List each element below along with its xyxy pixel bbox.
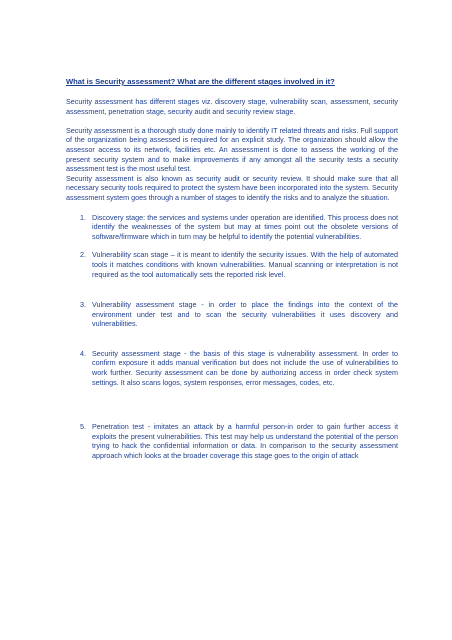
page-heading: What is Security assessment? What are the different stages involved in it?: [66, 77, 335, 86]
stage-text: Vulnerability scan stage – it is meant to identify the security issues. With the help of automated tools it matches conditions with known vulnerabilities. Manual scanning or interpretation is not required as the tool automatically sets the reported risk level.: [92, 250, 398, 279]
stage-number: 1.: [80, 212, 86, 222]
stage-text: Discovery stage: the services and systems under operation are identified. This process does not identify the weaknesses of the system but may at times point out the obsolete versions of software/firmware which in turn may be helpful to identify the potential vulnerabilities.: [92, 212, 398, 241]
stage-number: 2.: [80, 250, 86, 260]
stage-number: 5.: [80, 422, 86, 432]
stage-number: 4.: [80, 348, 86, 358]
body-paragraph-audit: Security assessment is also known as security audit or security review. It should make sure that all necessary security tools required to protect the system have been incorporated into the system. Security assessment system goes through a number of stages to identify the risks and to analyze the situation.: [66, 173, 398, 202]
stage-item-security-assessment: [66, 349, 398, 387]
stage-item-discovery: [66, 213, 398, 242]
body-paragraph-definition: Security assessment is a thorough study done mainly to identify IT related threats and risks. Full support of the organization being assessed is required for an explicit study. The organization should allow the assessor access to its network, facilities etc. An assessment is done to assess the working of the present security system and to make improvements if any amongst all the security tests a security assessment test is the most useful test.: [66, 125, 398, 174]
stage-text: Penetration test - imitates an attack by a harmful person-in order to gain further access it exploits the present vulnerabilities. This test may help us understand the potential of the person trying to hack the confidential information or data. In comparison to the security assessment approach which looks at the broader coverage this stage goes to the origin of attack: [92, 422, 398, 461]
stage-item-vulnerability-scan: [66, 250, 398, 279]
intro-paragraph: Security assessment has different stages viz. discovery stage, vulnerability scan, assessment, security assessment, penetration stage, security audit and security review stage.: [66, 97, 398, 116]
stage-text: Security assessment stage - the basis of this stage is vulnerability assessment. In order to confirm exposure it adds manual verification but does not include the use of vulnerabilities to work further. Security assessment can be done by authorizing access in order check system settings. It also scans logos, system responses, error messages, codes, etc.: [92, 348, 398, 387]
stage-item-penetration-test: [66, 422, 398, 460]
stage-item-vulnerability-assessment: [66, 300, 398, 329]
stage-number: 3.: [80, 300, 86, 310]
stage-text: Vulnerability assessment stage - in order to place the findings into the context of the environment under test and to scan the security vulnerabilities it uses discovery and vulnerabilities.: [92, 300, 398, 329]
stages-list: [66, 213, 398, 461]
